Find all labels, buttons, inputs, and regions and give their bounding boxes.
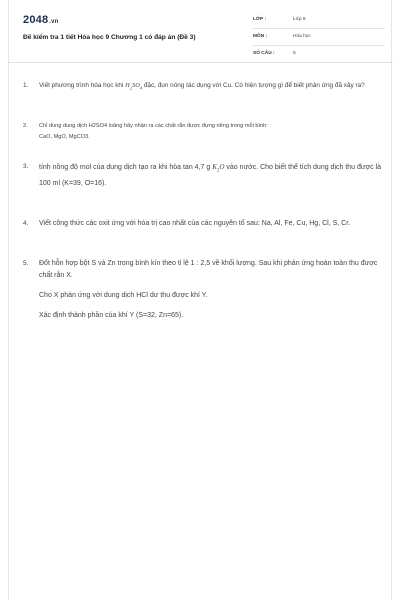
- document-page: [8, 0, 392, 600]
- logo-domain: .vn: [49, 19, 59, 25]
- document-title: Đề kiểm tra 1 tiết Hóa học 9 Chương 1 có đáp án (Đề 3): [23, 34, 196, 41]
- formula-subscript: 2: [129, 85, 133, 91]
- question-text: Xác định thành phần của khí Y (S=32, Zn=65).: [39, 311, 184, 319]
- question-text-part: vào nước. Cho biết thể tích dung dịch thu được là 100 ml (K=39, O=16).: [39, 164, 382, 187]
- meta-label-class: LỚP :: [253, 17, 267, 22]
- meta-value-class: Lớp 6: [293, 17, 306, 22]
- formula-k2o: [212, 163, 225, 174]
- question-text: [39, 161, 383, 189]
- question-text-part: Viết phương trình hóa học khi: [39, 82, 126, 89]
- formula-symbol: SO: [132, 82, 140, 89]
- site-logo[interactable]: [23, 14, 59, 26]
- meta-label-subject: MÔN :: [253, 34, 268, 39]
- meta-row-count: [253, 48, 385, 63]
- question-3: [23, 161, 383, 189]
- question-4: [23, 218, 383, 230]
- question-text: Chỉ dùng dung dịch H2SO4 loãng hãy nhận ra các chất rắn được đựng riêng trong mỗi bình:: [39, 123, 268, 130]
- meta-row-class: [253, 14, 385, 29]
- formula-subscript: 4: [139, 85, 143, 91]
- meta-value-count: 5: [293, 51, 296, 56]
- question-number: 1.: [23, 82, 29, 89]
- formula-symbol: K: [212, 163, 217, 172]
- question-text: CaO, MgO, MgCO3.: [39, 134, 90, 141]
- question-text: Cho X phản ứng với dung dịch HCl dư thu được khí Y.: [39, 291, 208, 299]
- meta-row-subject: [253, 31, 385, 46]
- question-text-part: tính nồng độ mol của dung dịch tạo ra khi hòa tan 4,7 g: [39, 164, 213, 172]
- question-5: [23, 258, 383, 322]
- question-number: 2.: [23, 123, 28, 130]
- formula-symbol: H: [125, 82, 130, 89]
- question-text: Đốt hỗn hợp bột S và Zn trong bình kín theo tỉ lệ 1 : 2,5 về khối lượng. Sau khi phản ứng hoàn toàn thu được chất rắn X.: [39, 259, 378, 279]
- formula-h2so4: [125, 82, 142, 89]
- question-number: 4.: [23, 219, 29, 227]
- question-number: 5.: [23, 259, 29, 267]
- question-text: [39, 80, 383, 94]
- question-2: [23, 121, 383, 143]
- formula-subscript: 2: [216, 168, 220, 174]
- document-header: [9, 0, 393, 63]
- logo-number: 2048: [23, 14, 49, 26]
- meta-value-subject: Hóa học: [293, 34, 311, 39]
- question-1: [23, 80, 383, 94]
- question-number: 3.: [23, 163, 29, 171]
- question-text-part: đặc, đun nóng tác dụng với Cu. Có hiện tượng gì để biết phản ứng đã xảy ra?: [142, 82, 365, 89]
- formula-symbol: O: [219, 163, 225, 172]
- document-meta: [253, 14, 385, 65]
- question-text: Viết công thức các oxit ứng với hóa trị cao nhất của các nguyên tố sau: Na, Al, Fe, Cu, Hg, Cl, S, Cr.: [39, 219, 351, 227]
- question-list: [23, 80, 383, 322]
- meta-label-count: SỐ CÂU :: [253, 51, 275, 56]
